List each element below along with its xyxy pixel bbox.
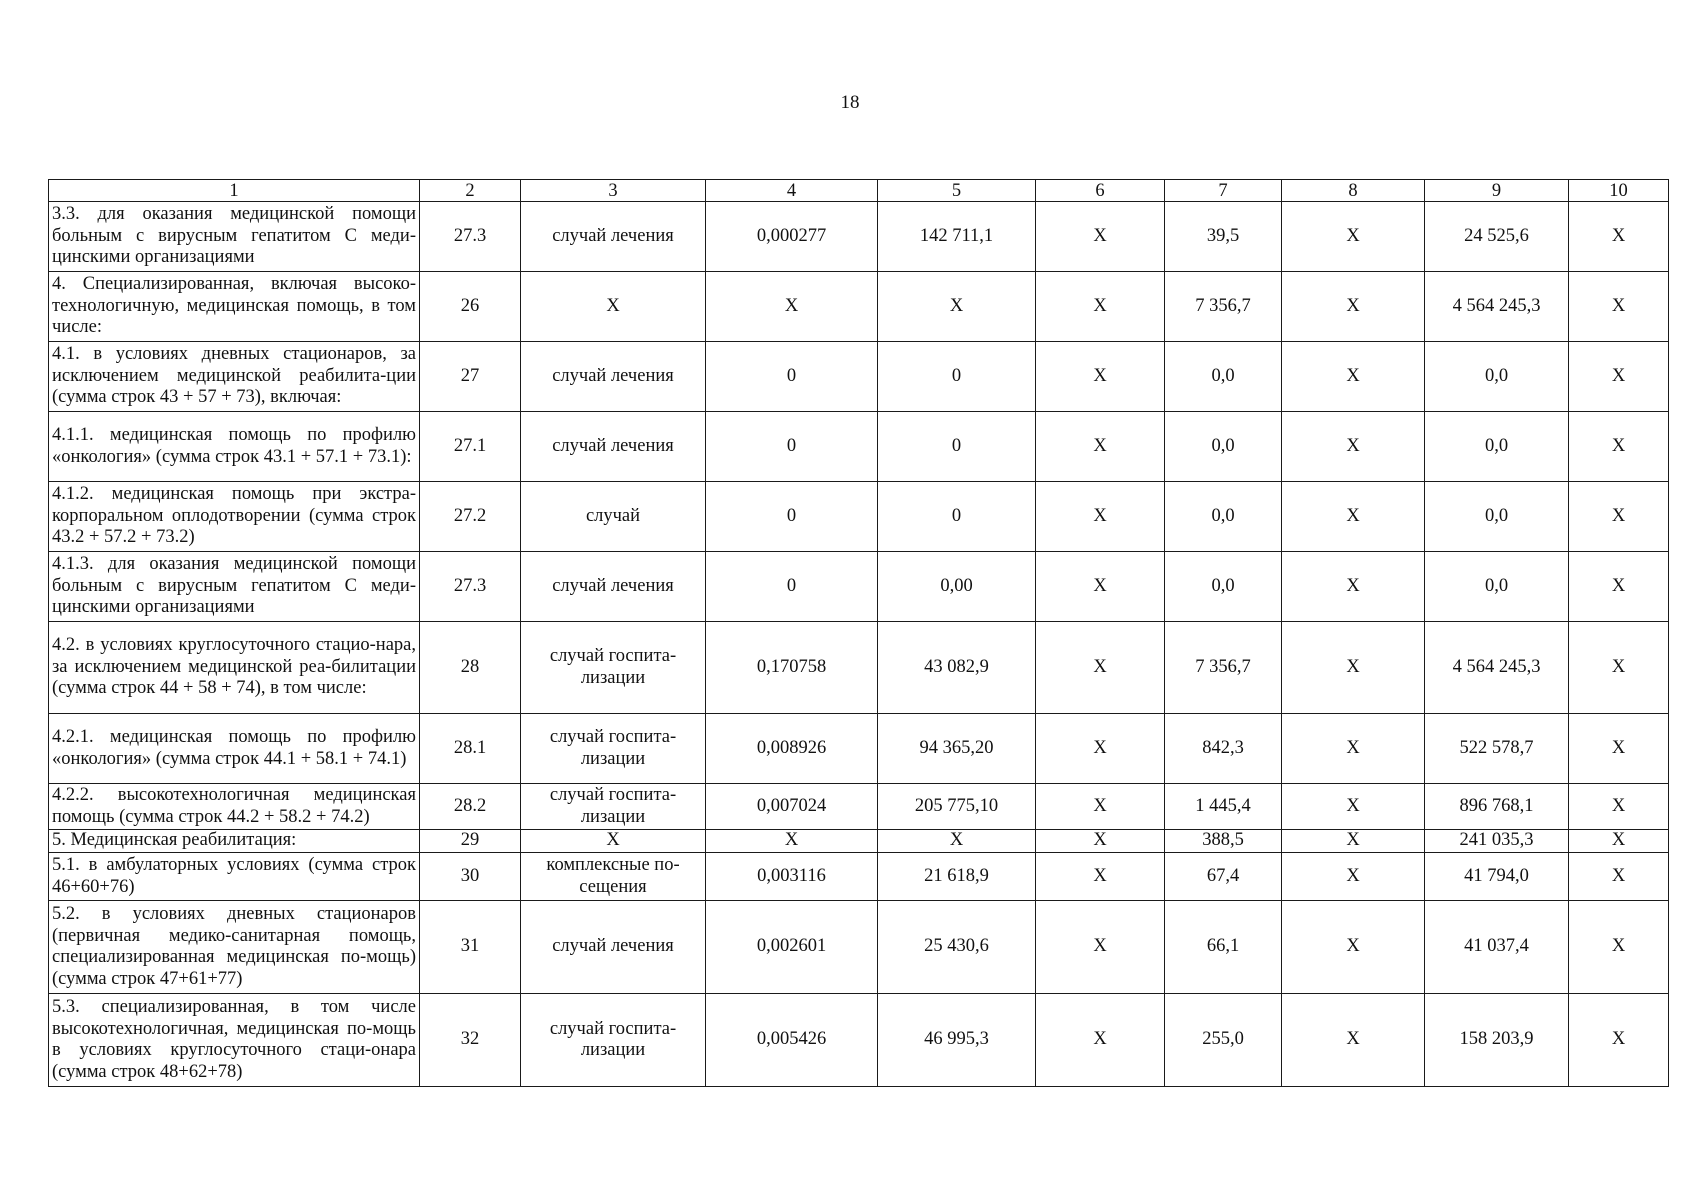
col-8-cell: X: [1282, 853, 1425, 901]
col-8-cell: X: [1282, 830, 1425, 853]
cost-norm-cell: 25 430,6: [878, 901, 1036, 994]
col-10-cell: X: [1569, 994, 1669, 1087]
row-label-cell: 4.1. в условиях дневных стационаров, за исключением медицинской реабилита-ции (сумма строк 43 + 57 + 73), включая:: [49, 342, 420, 412]
col-9-cell: 41 037,4: [1425, 901, 1569, 994]
col-7-cell: 255,0: [1165, 994, 1282, 1087]
cost-norm-cell: X: [878, 272, 1036, 342]
col-8-cell: X: [1282, 482, 1425, 552]
unit-cell: X: [521, 830, 706, 853]
col-8-cell: X: [1282, 622, 1425, 714]
col-10-cell: X: [1569, 272, 1669, 342]
unit-cell: случай госпита-лизации: [521, 994, 706, 1087]
col-10-cell: X: [1569, 622, 1669, 714]
volume-norm-cell: 0,008926: [706, 714, 878, 784]
header-cell: 1: [49, 180, 420, 202]
cost-norm-cell: 142 711,1: [878, 202, 1036, 272]
col-8-cell: X: [1282, 342, 1425, 412]
col-8-cell: X: [1282, 272, 1425, 342]
row-code-cell: 27.2: [420, 482, 521, 552]
col-7-cell: 39,5: [1165, 202, 1282, 272]
header-cell: 3: [521, 180, 706, 202]
col-6-cell: X: [1036, 714, 1165, 784]
col-9-cell: 896 768,1: [1425, 784, 1569, 830]
header-cell: 7: [1165, 180, 1282, 202]
col-9-cell: 4 564 245,3: [1425, 272, 1569, 342]
table-row: [49, 202, 1669, 272]
col-6-cell: X: [1036, 994, 1165, 1087]
table-row: [49, 482, 1669, 552]
col-9-cell: 158 203,9: [1425, 994, 1569, 1087]
header-cell: 10: [1569, 180, 1669, 202]
unit-cell: случай лечения: [521, 342, 706, 412]
col-10-cell: X: [1569, 552, 1669, 622]
col-9-cell: 522 578,7: [1425, 714, 1569, 784]
col-10-cell: X: [1569, 342, 1669, 412]
col-8-cell: X: [1282, 552, 1425, 622]
cost-norm-cell: 0,00: [878, 552, 1036, 622]
table-row: [49, 901, 1669, 994]
unit-cell: случай лечения: [521, 412, 706, 482]
table-row: [49, 342, 1669, 412]
header-cell: 9: [1425, 180, 1569, 202]
row-label-cell: 4. Специализированная, включая высоко-технологичную, медицинская помощь, в том числе:: [49, 272, 420, 342]
unit-cell: случай лечения: [521, 552, 706, 622]
header-cell: 4: [706, 180, 878, 202]
col-6-cell: X: [1036, 552, 1165, 622]
volume-norm-cell: 0,170758: [706, 622, 878, 714]
cost-norm-cell: 46 995,3: [878, 994, 1036, 1087]
col-8-cell: X: [1282, 202, 1425, 272]
col-6-cell: X: [1036, 784, 1165, 830]
unit-cell: случай госпита-лизации: [521, 784, 706, 830]
table-row: [49, 994, 1669, 1087]
header-cell: 8: [1282, 180, 1425, 202]
col-8-cell: X: [1282, 901, 1425, 994]
col-6-cell: X: [1036, 272, 1165, 342]
volume-norm-cell: 0,000277: [706, 202, 878, 272]
unit-cell: случай лечения: [521, 901, 706, 994]
unit-cell: случай лечения: [521, 202, 706, 272]
col-8-cell: X: [1282, 412, 1425, 482]
col-10-cell: X: [1569, 412, 1669, 482]
col-8-cell: X: [1282, 784, 1425, 830]
row-code-cell: 28: [420, 622, 521, 714]
volume-norm-cell: 0: [706, 482, 878, 552]
table-row: [49, 622, 1669, 714]
cost-norm-cell: 43 082,9: [878, 622, 1036, 714]
table-row: [49, 830, 1669, 853]
unit-cell: X: [521, 272, 706, 342]
row-label-cell: 4.2. в условиях круглосуточного стацио-нара, за исключением медицинской реа-билитации (сумма строк 44 + 58 + 74), в том числе:: [49, 622, 420, 714]
page-number: 18: [840, 92, 860, 113]
col-10-cell: X: [1569, 784, 1669, 830]
col-8-cell: X: [1282, 714, 1425, 784]
volume-norm-cell: 0: [706, 412, 878, 482]
row-code-cell: 32: [420, 994, 521, 1087]
table-row: [49, 784, 1669, 830]
row-code-cell: 26: [420, 272, 521, 342]
row-code-cell: 27.3: [420, 202, 521, 272]
col-6-cell: X: [1036, 482, 1165, 552]
header-cell: 5: [878, 180, 1036, 202]
col-7-cell: 66,1: [1165, 901, 1282, 994]
row-code-cell: 31: [420, 901, 521, 994]
col-6-cell: X: [1036, 412, 1165, 482]
col-9-cell: 24 525,6: [1425, 202, 1569, 272]
col-10-cell: X: [1569, 482, 1669, 552]
cost-norm-cell: 0: [878, 412, 1036, 482]
col-9-cell: 241 035,3: [1425, 830, 1569, 853]
row-label-cell: 4.1.1. медицинская помощь по профилю «онкология» (сумма строк 43.1 + 57.1 + 73.1):: [49, 412, 420, 482]
table-row: [49, 272, 1669, 342]
row-label-cell: 4.1.2. медицинская помощь при экстра-корпоральном оплодотворении (сумма строк 43.2 + 57.2 + 73.2): [49, 482, 420, 552]
col-9-cell: 0,0: [1425, 482, 1569, 552]
col-10-cell: X: [1569, 901, 1669, 994]
row-code-cell: 28.1: [420, 714, 521, 784]
row-label-cell: 4.2.1. медицинская помощь по профилю «онкология» (сумма строк 44.1 + 58.1 + 74.1): [49, 714, 420, 784]
cost-norm-cell: 0: [878, 482, 1036, 552]
cost-norm-cell: 205 775,10: [878, 784, 1036, 830]
row-label-cell: 5.2. в условиях дневных стационаров (первичная медико-санитарная помощь, специализированная медицинская по-мощь) (сумма строк 47+61+77): [49, 901, 420, 994]
cost-norm-cell: 21 618,9: [878, 853, 1036, 901]
col-9-cell: 0,0: [1425, 412, 1569, 482]
col-7-cell: 0,0: [1165, 482, 1282, 552]
header-row: [49, 180, 1669, 202]
row-code-cell: 27: [420, 342, 521, 412]
row-code-cell: 27.3: [420, 552, 521, 622]
col-7-cell: 0,0: [1165, 552, 1282, 622]
col-7-cell: 0,0: [1165, 342, 1282, 412]
volume-norm-cell: 0,007024: [706, 784, 878, 830]
row-label-cell: 5.1. в амбулаторных условиях (сумма строк 46+60+76): [49, 853, 420, 901]
col-10-cell: X: [1569, 714, 1669, 784]
row-label-cell: 4.2.2. высокотехнологичная медицинская помощь (сумма строк 44.2 + 58.2 + 74.2): [49, 784, 420, 830]
col-7-cell: 1 445,4: [1165, 784, 1282, 830]
col-6-cell: X: [1036, 622, 1165, 714]
volume-norm-cell: 0,005426: [706, 994, 878, 1087]
row-code-cell: 27.1: [420, 412, 521, 482]
col-10-cell: X: [1569, 853, 1669, 901]
volume-norm-cell: 0,003116: [706, 853, 878, 901]
cost-norm-cell: X: [878, 830, 1036, 853]
table-row: [49, 714, 1669, 784]
volume-norm-cell: X: [706, 272, 878, 342]
row-label-cell: 3.3. для оказания медицинской помощи больным с вирусным гепатитом С меди-цинскими организациями: [49, 202, 420, 272]
row-code-cell: 29: [420, 830, 521, 853]
cost-norm-cell: 94 365,20: [878, 714, 1036, 784]
row-label-cell: 5.3. специализированная, в том числе высокотехнологичная, медицинская по-мощь в условиях круглосуточного стаци-онара (сумма строк 48+62+78): [49, 994, 420, 1087]
volume-norm-cell: 0,002601: [706, 901, 878, 994]
volume-norm-cell: 0: [706, 342, 878, 412]
col-7-cell: 7 356,7: [1165, 272, 1282, 342]
unit-cell: случай госпита-лизации: [521, 622, 706, 714]
col-10-cell: X: [1569, 830, 1669, 853]
col-7-cell: 67,4: [1165, 853, 1282, 901]
col-9-cell: 0,0: [1425, 552, 1569, 622]
header-cell: 2: [420, 180, 521, 202]
cost-norm-cell: 0: [878, 342, 1036, 412]
volume-norm-cell: 0: [706, 552, 878, 622]
table-row: [49, 853, 1669, 901]
unit-cell: случай госпита-лизации: [521, 714, 706, 784]
row-label-cell: 4.1.3. для оказания медицинской помощи больным с вирусным гепатитом С меди-цинскими организациями: [49, 552, 420, 622]
header-cell: 6: [1036, 180, 1165, 202]
col-9-cell: 4 564 245,3: [1425, 622, 1569, 714]
unit-cell: комплексные по-сещения: [521, 853, 706, 901]
col-7-cell: 842,3: [1165, 714, 1282, 784]
table-row: [49, 552, 1669, 622]
col-9-cell: 0,0: [1425, 342, 1569, 412]
col-6-cell: X: [1036, 853, 1165, 901]
col-6-cell: X: [1036, 202, 1165, 272]
col-7-cell: 7 356,7: [1165, 622, 1282, 714]
col-8-cell: X: [1282, 994, 1425, 1087]
data-table: [48, 179, 1669, 1087]
col-6-cell: X: [1036, 830, 1165, 853]
col-9-cell: 41 794,0: [1425, 853, 1569, 901]
col-10-cell: X: [1569, 202, 1669, 272]
table-row: [49, 412, 1669, 482]
row-code-cell: 30: [420, 853, 521, 901]
row-code-cell: 28.2: [420, 784, 521, 830]
volume-norm-cell: X: [706, 830, 878, 853]
row-label-cell: 5. Медицинская реабилитация:: [49, 830, 420, 853]
col-6-cell: X: [1036, 901, 1165, 994]
col-7-cell: 388,5: [1165, 830, 1282, 853]
col-6-cell: X: [1036, 342, 1165, 412]
col-7-cell: 0,0: [1165, 412, 1282, 482]
unit-cell: случай: [521, 482, 706, 552]
